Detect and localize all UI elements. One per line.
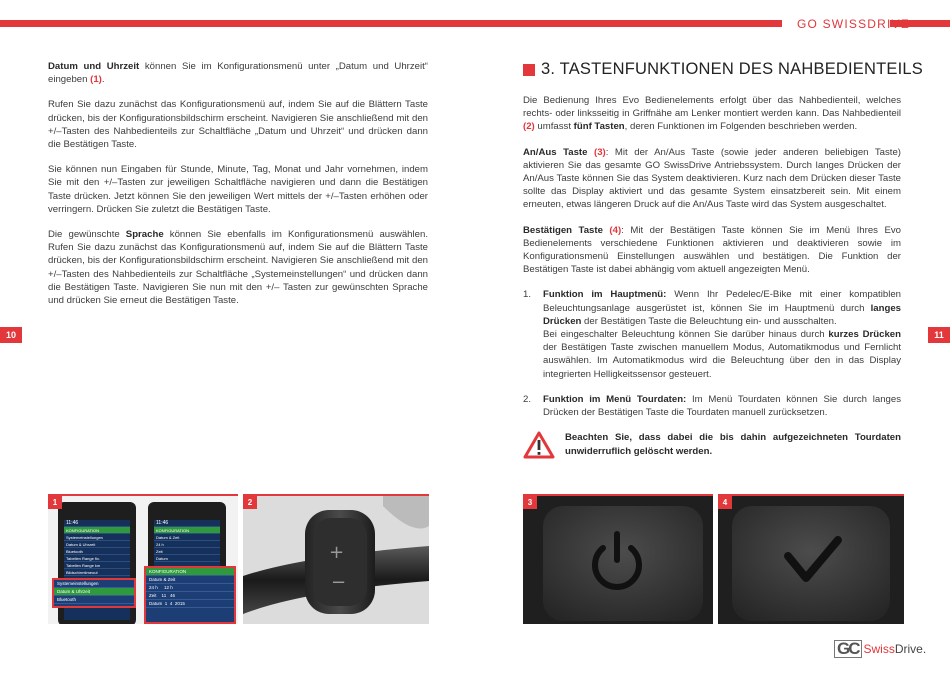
page-number-left: 10 xyxy=(0,327,22,343)
svg-text:−: − xyxy=(331,572,347,593)
paragraph-confirm: Bestätigen Taste (4): Mit der Bestätigen Taste können Sie im Menü Ihres Evo Bedienelements verschiedene Funktionen aktivieren und deaktivieren sowie im Konfigurationsmenü Einstellungen auswählen und bestätigen. Die Funktion der Bestätigen Taste ist dabei abhängig vom aktuell angezeigten Menü. xyxy=(523,224,901,276)
warning-box: Beachten Sie, dass dabei die bis dahin aufgezeichneten Tourdaten unwiderruflich gelöscht werden. xyxy=(523,431,901,459)
warning-icon xyxy=(523,431,555,459)
power-button-illustration xyxy=(523,496,713,624)
paragraph-onoff: An/Aus Taste (3): Mit der An/Aus Taste (sowie jeder anderen beliebigen Taste) aktivieren Sie das gesamte GO SwissDrive Antriebssystem. Durch langes Drücken der An/Aus Taste können Sie das System deaktivieren. Kurz nach dem Drücken dieser Taste sollte das Display aktiviert und das gesamte System einsatzbereit sein. Mit einem erneuten, etwas längeren Druck auf die An/Aus Taste wird das System ausgeschaltet. xyxy=(523,146,901,211)
display-screen: 11:46 KONFIGURATION Systemeinstellungen Datum & Uhrzeit Bluetooth Tabellen Range fix. Tabellen Range km Bildschirmtimeout xyxy=(64,520,130,620)
paragraph-konfig: Rufen Sie dazu zunächst das Konfigurationsmenü auf, indem Sie auf die Blättern Taste drücken, bis der Konfigurationsbildschirm erscheint. Navigieren Sie anschließend mit den +/–Tasten des Nahbedienteils zur Schaltfläche „Datum und Uhrzeit“ und drücken dann die Bestätigen Taste. xyxy=(48,99,428,151)
page-number-right: 11 xyxy=(928,327,950,343)
brand-logo: GC Swiss Drive. xyxy=(834,640,926,658)
paragraph-intro: Die Bedienung Ihres Evo Bedienelements erfolgt über das Nahbedienteil, welches rechts- oder linksseitig in Griffnähe am Lenker montiert werden kann. Das Nahbedienteil (2) umfasst fünf Tasten, deren Funktionen im Folgenden beschrieben werden. xyxy=(523,95,901,133)
left-column xyxy=(48,60,428,319)
figure-1-displays xyxy=(48,494,238,624)
paragraph-eingaben: Sie können nun Eingaben für Stunde, Minute, Tag, Monat und Jahr vornehmen, indem Sie mit den +/–Tasten zur jeweiligen Schaltfläche navigieren und dann die Bestätigen Taste drücken. Jetzt können Sie den jeweiligen Wert mittels der +/–Tasten erhöhen oder verringern. Drücken Sie zuletzt die Bestätigen Taste. xyxy=(48,164,428,215)
brand-header: GO SWISSDRIVE xyxy=(797,17,910,31)
confirm-button-illustration xyxy=(718,496,904,624)
display-screen: 11:46 KONFIGURATION Datum & Zeit 24 h Zeit Datum xyxy=(154,520,220,620)
svg-text:+: + xyxy=(329,542,345,563)
display-popup: KONFIGURATION Datum & Zeit 24 h 12 h Zeit 11 46 Datum 1 4 2015 xyxy=(144,566,236,624)
list-item: 1. Funktion im Hauptmenü: Wenn Ihr Pedelec/E-Bike mit einer kompatiblen Beleuchtungsanlage ausgerüstet ist, können Sie im Hauptmenü durch langes Drücken der Bestätigen Taste die Beleuchtung ein- und ausschalten. Bei eingeschalter Beleuchtung können Sie darüber hinaus durch kurzes Drücken der Bestätigen Taste zwischen manuellem Modus, Automatikmodus und Fernlicht auswählen. Im Automatikmodus wird die Beleuchtung über den in das Display integrierten Helligkeitssensor gesteuert. xyxy=(523,289,901,380)
handlebar-remote-illustration xyxy=(243,496,429,624)
figure-3-power-button xyxy=(523,494,713,624)
list-item: 2. Funktion im Menü Tourdaten: Im Menü Tourdaten können Sie durch langes Drücken der Bestätigen Taste die Tourdaten manuell zurücksetzen. xyxy=(523,393,902,419)
figure-tag: 2 xyxy=(243,496,257,509)
figure-tag: 1 xyxy=(48,496,62,509)
section-heading: 3. TASTENFUNKTIONEN DES NAHBEDIENTEILS xyxy=(523,60,923,79)
figure-tag: 3 xyxy=(523,496,537,509)
figure-tag: 4 xyxy=(718,496,732,509)
paragraph-datum: Datum und Uhrzeit können Sie im Konfigurationsmenü unter „Datum und Uhrzeit“ eingeben (1). xyxy=(48,61,428,86)
right-column xyxy=(523,94,901,459)
display-popup: Systemeinstellungen Datum & Uhrzeit Bluetooth xyxy=(52,578,136,608)
figure-2-remote xyxy=(243,494,429,624)
heading-square-icon xyxy=(523,64,535,76)
function-list xyxy=(523,288,901,419)
figure-4-confirm-button xyxy=(718,494,904,624)
paragraph-sprache: Die gewünschte Sprache können Sie ebenfalls im Konfigurationsmenü auswählen. Rufen Sie dazu zunächst das Konfigurationsmenü auf, indem Sie auf die Blättern Taste drücken, bis der Konfigurationsbildschirm erscheint. Navigieren Sie anschließend mit den +/–Tasten des Nahbedienteils zur Schaltfläche „Systemeinstellungen“ und drücken dann die Bestätigen Taste. Navigieren Sie nun mit den +/– Tasten zur gewünschten Sprache und drücken Sie erneut die Bestätigen Taste. xyxy=(48,229,428,307)
header-bar-left xyxy=(0,20,782,27)
